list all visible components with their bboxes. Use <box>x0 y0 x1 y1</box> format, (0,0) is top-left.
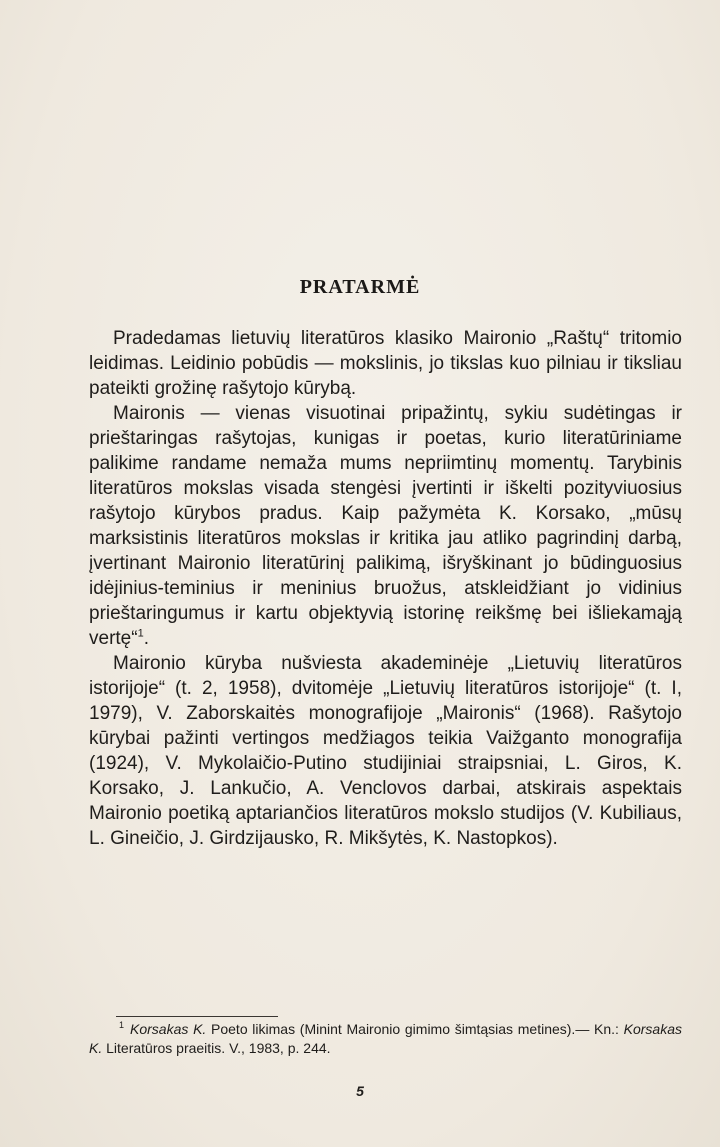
footnote-divider <box>116 1016 278 1017</box>
paragraph-1-text: Pradedamas lietuvių literatūros klasiko Maironio „Raštų“ tritomio leidimas. Leidinio pobūdis — mokslinis, jo tikslas kuo pilniau ir tiksliau pateikti grožinę rašytojo kūrybą. <box>89 328 682 399</box>
paragraph-3-text: Maironio kūryba nušviesta akademinėje „Lietuvių literatūros istorijoje“ (t. 2, 1958), dvitomėje „Lietuvių literatūros istorijoje“ (t. I, 1979), V. Zaborskaitės monografijoje „Maironis“ (1968). Rašytojo kūrybai pažinti vertingos medžiagos teikia Vaižganto monografija (1924), V. Mykolaičio-Putino studijiniai straipsniai, L. Giros, K. Korsako, J. Lankučio, A. Venclovos darbai, atskirais aspektais Maironio poetiką aptariančios literatūros mokslo studijos (V. Kubiliaus, L. Gineičio, J. Girdzijausko, R. Mikšytės, K. Nastopkos). <box>89 653 682 849</box>
footnote-author-1: Korsakas K. <box>130 1021 207 1037</box>
page-title: PRATARMĖ <box>299 276 421 298</box>
body-text <box>89 326 682 851</box>
page-number: 5 <box>356 1083 364 1099</box>
paragraph-2-end: . <box>143 628 149 649</box>
paragraph-3 <box>89 651 682 851</box>
footnote <box>89 1020 682 1058</box>
footnote-title-2: Literatūros praeitis. V., 1983, p. 244. <box>102 1040 331 1056</box>
footnote-title-1: Poeto likimas (Minint Maironio gimimo šimtąsias metines).— Kn.: <box>206 1021 624 1037</box>
paragraph-2-text: Maironis — vienas visuotinai pripažintų, sykiu sudėtingas ir prieštaringas rašytojas, kunigas ir poetas, kurio literatūriniame palikime randame nemaža mums nepriimtinų momentų. Tarybinis literatūros mokslas visada stengėsi įvertinti ir iškelti pozityviuosius rašytojo kūrybos pradus. Kaip pažymėta K. Korsako, „mūsų marksistinis literatūros mokslas ir kritika jau atliko pagrindinį darbą, įvertinant Maironio literatūrinį palikimą, išryškinant jo būdinguosius idėjinius-teminius ir meninius bruožus, atskleidžiant jo vidinius prieštaringumus ir kartu objektyvią istorinę reikšmę bei išliekamąją vertę“ <box>89 403 682 649</box>
footnote-author-2: Korsakas K. <box>89 1021 682 1056</box>
footnote-reference[interactable]: 1 <box>137 627 144 640</box>
paragraph-2 <box>89 401 682 651</box>
footnote-mark: 1 <box>119 1020 125 1031</box>
paragraph-1 <box>89 326 682 401</box>
